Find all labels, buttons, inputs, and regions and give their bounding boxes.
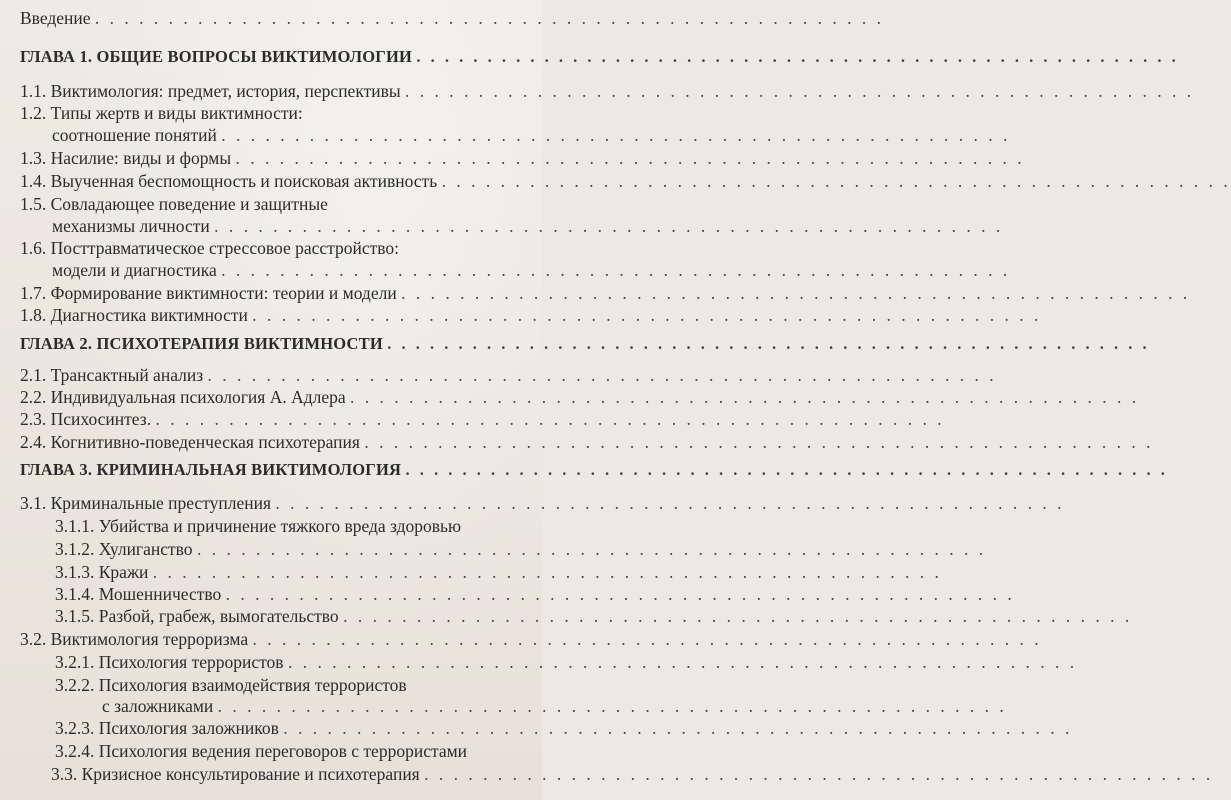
toc-entry-1-8: 1.8. Диагностика виктимности . . . . . . . . . . . . . . . . . . . . . . . . . . . . . . . . . . . . . . . . . . . . . . . . . . . . . .: [20, 305, 1042, 325]
toc-chapter-1: ГЛАВА 1. ОБЩИЕ ВОПРОСЫ ВИКТИМОЛОГИИ . . . . . . . . . . . . . . . . . . . . . . . . . . . . . . . . . . . . . . . . . . . . . . . . . . . . . .: [20, 47, 1179, 66]
dot-leader: . . . . . . . . . . . . . . . . . . . . . . . . . . . . . . . . . . . . . . . . . . . . . . . . . . . . . .: [343, 606, 1133, 626]
toc-entry-3-2-4: 3.2.4. Психология ведения переговоров с террористами: [55, 741, 468, 761]
toc-entry-3-2-2-line1: 3.2.2. Психология взаимодействия террористов: [55, 675, 407, 695]
dot-leader: . . . . . . . . . . . . . . . . . . . . . . . . . . . . . . . . . . . . . . . . . . . . . . . . . . . . . .: [225, 584, 1015, 604]
toc-entry-2-1: 2.1. Трансактный анализ . . . . . . . . . . . . . . . . . . . . . . . . . . . . . . . . . . . . . . . . . . . . . . . . . . . . . .: [20, 365, 997, 385]
dot-leader: . . . . . . . . . . . . . . . . . . . . . . . . . . . . . . . . . . . . . . . . . . . . . . . . . . . . . .: [152, 562, 942, 582]
toc-entry-3-1-5: 3.1.5. Разбой, грабеж, вымогательство . . . . . . . . . . . . . . . . . . . . . . . . . . . . . . . . . . . . . . . . . . . . . . . . . . . . . .: [55, 606, 1133, 626]
toc-entry-1-5-line1: 1.5. Совладающее поведение и защитные: [20, 194, 328, 214]
dot-leader: . . . . . . . . . . . . . . . . . . . . . . . . . . . . . . . . . . . . . . . . . . . . . . . . . . . . . .: [416, 47, 1179, 66]
dot-leader: . . . . . . . . . . . . . . . . . . . . . . . . . . . . . . . . . . . . . . . . . . . . . . . . . . . . . .: [217, 696, 1007, 716]
dot-leader: . . . . . . . . . . . . . . . . . . . . . . . . . . . . . . . . . . . . . . . . . . . . . . . . . . . . . .: [405, 460, 1168, 479]
dot-leader: . . . . . . . . . . . . . . . . . . . . . . . . . . . . . . . . . . . . . . . . . . . . . . . . . . . . . .: [235, 148, 1025, 168]
toc-entry-3-2-1: 3.2.1. Психология террористов . . . . . . . . . . . . . . . . . . . . . . . . . . . . . . . . . . . . . . . . . . . . . . . . . . . . . .: [55, 652, 1078, 672]
dot-leader: . . . . . . . . . . . . . . . . . . . . . . . . . . . . . . . . . . . . . . . . . . . . . . . . . . . . . .: [405, 81, 1195, 101]
toc-entry-1-2-line1: 1.2. Типы жертв и виды виктимности:: [20, 103, 303, 123]
toc-chapter-3: ГЛАВА 3. КРИМИНАЛЬНАЯ ВИКТИМОЛОГИЯ . . . . . . . . . . . . . . . . . . . . . . . . . . . . . . . . . . . . . . . . . . . . . . . . . . . . . .: [20, 460, 1168, 479]
dot-leader: . . . . . . . . . . . . . . . . . . . . . . . . . . . . . . . . . . . . . . . . . . . . . . . . . . . . . .: [401, 283, 1191, 303]
dot-leader: . . . . . . . . . . . . . . . . . . . . . . . . . . . . . . . . . . . . . . . . . . . . . . . . . . . . . .: [221, 260, 1011, 280]
toc-entry-3-2-2-line2: с заложниками . . . . . . . . . . . . . . . . . . . . . . . . . . . . . . . . . . . . . . . . . . . . . . . . . . . . . .: [102, 696, 1007, 716]
toc-entry-intro: Введение . . . . . . . . . . . . . . . . . . . . . . . . . . . . . . . . . . . . . . . . . . . . . . . . . . . . . .: [20, 8, 885, 28]
toc-entry-3-1-1: 3.1.1. Убийства и причинение тяжкого вреда здоровью: [55, 516, 462, 536]
toc-entry-2-3: 2.3. Психосинтез. . . . . . . . . . . . . . . . . . . . . . . . . . . . . . . . . . . . . . . . . . . . . . . . . . . . . . .: [20, 409, 945, 429]
dot-leader: . . . . . . . . . . . . . . . . . . . . . . . . . . . . . . . . . . . . . . . . . . . . . . . . . . . . . .: [283, 718, 1073, 738]
dot-leader: . . . . . . . . . . . . . . . . . . . . . . . . . . . . . . . . . . . . . . . . . . . . . . . . . . . . . .: [94, 8, 885, 28]
dot-leader: . . . . . . . . . . . . . . . . . . . . . . . . . . . . . . . . . . . . . . . . . . . . . . . . . . . . . .: [155, 409, 945, 429]
dot-leader: . . . . . . . . . . . . . . . . . . . . . . . . . . . . . . . . . . . . . . . . . . . . . . . . . . . . . .: [221, 125, 1011, 145]
toc-entry-1-6-line2: модели и диагностика . . . . . . . . . . . . . . . . . . . . . . . . . . . . . . . . . . . . . . . . . . . . . . . . . . . . . .: [52, 260, 1011, 280]
toc-entry-3-3: 3.3. Кризисное консультирование и психотерапия . . . . . . . . . . . . . . . . . . . . . . . . . . . . . . . . . . . . . . . . . . . . . . . . . . . . . .: [51, 764, 1214, 784]
toc-entry-1-6-line1: 1.6. Посттравматическое стрессовое расстройство:: [20, 238, 400, 258]
toc-entry-1-2-line2: соотношение понятий . . . . . . . . . . . . . . . . . . . . . . . . . . . . . . . . . . . . . . . . . . . . . . . . . . . . . .: [52, 125, 1011, 145]
toc-entry-3-2-3: 3.2.3. Психология заложников . . . . . . . . . . . . . . . . . . . . . . . . . . . . . . . . . . . . . . . . . . . . . . . . . . . . . .: [55, 718, 1073, 738]
dot-leader: . . . . . . . . . . . . . . . . . . . . . . . . . . . . . . . . . . . . . . . . . . . . . . . . . . . . . .: [252, 305, 1042, 325]
toc-entry-3-2: 3.2. Виктимология терроризма . . . . . . . . . . . . . . . . . . . . . . . . . . . . . . . . . . . . . . . . . . . . . . . . . . . . . .: [20, 629, 1042, 649]
toc-entry-1-1: 1.1. Виктимология: предмет, история, перспективы . . . . . . . . . . . . . . . . . . . . . . . . . . . . . . . . . . . . . . . . . . . . . . . . . . . . . .: [20, 81, 1195, 101]
dot-leader: . . . . . . . . . . . . . . . . . . . . . . . . . . . . . . . . . . . . . . . . . . . . . . . . . . . . . .: [214, 216, 1004, 236]
toc-entry-3-1-2: 3.1.2. Хулиганство . . . . . . . . . . . . . . . . . . . . . . . . . . . . . . . . . . . . . . . . . . . . . . . . . . . . . .: [55, 539, 987, 559]
dot-leader: . . . . . . . . . . . . . . . . . . . . . . . . . . . . . . . . . . . . . . . . . . . . . . . . . . . . . .: [350, 387, 1140, 407]
toc-entry-1-7: 1.7. Формирование виктимности: теории и модели . . . . . . . . . . . . . . . . . . . . . . . . . . . . . . . . . . . . . . . . . . . . . . . . . . . . . .: [20, 283, 1191, 303]
toc-entry-1-3: 1.3. Насилие: виды и формы . . . . . . . . . . . . . . . . . . . . . . . . . . . . . . . . . . . . . . . . . . . . . . . . . . . . . .: [20, 148, 1025, 168]
toc-entry-2-2: 2.2. Индивидуальная психология А. Адлера . . . . . . . . . . . . . . . . . . . . . . . . . . . . . . . . . . . . . . . . . . . . . . . . . . . . . .: [20, 387, 1140, 407]
toc-entry-1-5-line2: механизмы личности . . . . . . . . . . . . . . . . . . . . . . . . . . . . . . . . . . . . . . . . . . . . . . . . . . . . . .: [52, 216, 1004, 236]
dot-leader: . . . . . . . . . . . . . . . . . . . . . . . . . . . . . . . . . . . . . . . . . . . . . . . . . . . . . .: [364, 432, 1154, 452]
dot-leader: . . . . . . . . . . . . . . . . . . . . . . . . . . . . . . . . . . . . . . . . . . . . . . . . . . . . . .: [252, 629, 1042, 649]
toc-chapter-2: ГЛАВА 2. ПСИХОТЕРАПИЯ ВИКТИМНОСТИ . . . . . . . . . . . . . . . . . . . . . . . . . . . . . . . . . . . . . . . . . . . . . . . . . . . . . .: [20, 334, 1150, 353]
toc-entry-2-4: 2.4. Когнитивно-поведенческая психотерапия . . . . . . . . . . . . . . . . . . . . . . . . . . . . . . . . . . . . . . . . . . . . . . . . . . . . . .: [20, 432, 1154, 452]
toc-entry-1-4: 1.4. Выученная беспомощность и поисковая активность . . . . . . . . . . . . . . . . . . . . . . . . . . . . . . . . . . . . . . . . . . . . . . . . . . . . . .: [20, 171, 1231, 191]
dot-leader: . . . . . . . . . . . . . . . . . . . . . . . . . . . . . . . . . . . . . . . . . . . . . . . . . . . . . .: [275, 493, 1065, 513]
dot-leader: . . . . . . . . . . . . . . . . . . . . . . . . . . . . . . . . . . . . . . . . . . . . . . . . . . . . . .: [424, 764, 1214, 784]
dot-leader: . . . . . . . . . . . . . . . . . . . . . . . . . . . . . . . . . . . . . . . . . . . . . . . . . . . . . .: [387, 334, 1150, 353]
toc-entry-3-1-4: 3.1.4. Мошенничество . . . . . . . . . . . . . . . . . . . . . . . . . . . . . . . . . . . . . . . . . . . . . . . . . . . . . .: [55, 584, 1015, 604]
dot-leader: . . . . . . . . . . . . . . . . . . . . . . . . . . . . . . . . . . . . . . . . . . . . . . . . . . . . . .: [287, 652, 1078, 672]
toc-entry-3-1: 3.1. Криминальные преступления . . . . . . . . . . . . . . . . . . . . . . . . . . . . . . . . . . . . . . . . . . . . . . . . . . . . . .: [20, 493, 1065, 513]
dot-leader: . . . . . . . . . . . . . . . . . . . . . . . . . . . . . . . . . . . . . . . . . . . . . . . . . . . . . .: [207, 365, 997, 385]
toc-entry-3-1-3: 3.1.3. Кражи . . . . . . . . . . . . . . . . . . . . . . . . . . . . . . . . . . . . . . . . . . . . . . . . . . . . . .: [55, 562, 942, 582]
dot-leader: . . . . . . . . . . . . . . . . . . . . . . . . . . . . . . . . . . . . . . . . . . . . . . . . . . . . . .: [441, 171, 1231, 191]
dot-leader: . . . . . . . . . . . . . . . . . . . . . . . . . . . . . . . . . . . . . . . . . . . . . . . . . . . . . .: [196, 539, 987, 559]
